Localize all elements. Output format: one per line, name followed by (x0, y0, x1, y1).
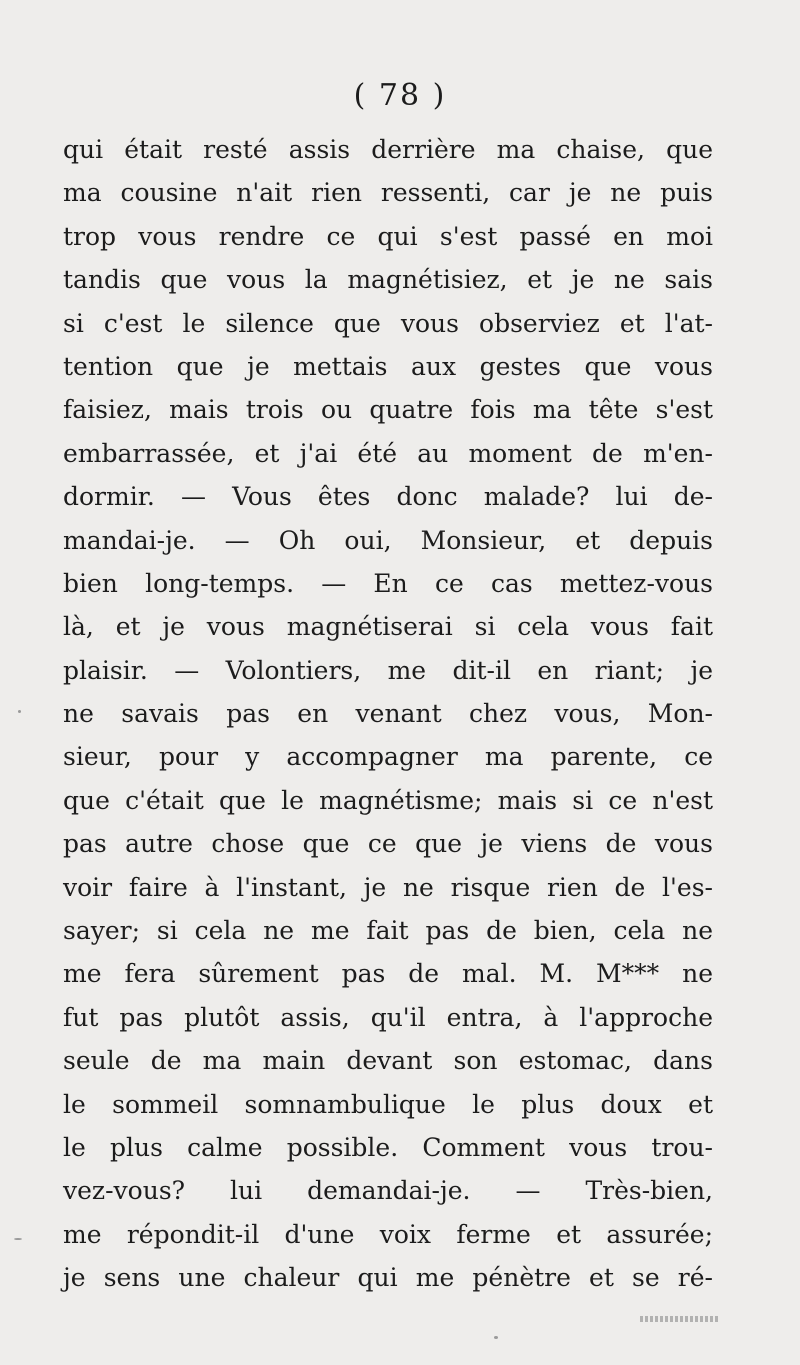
text-line: tention que je mettais aux gestes que vous (63, 351, 713, 381)
text-line: plaisir. — Volontiers, me dit-il en riant; je (63, 655, 713, 685)
text-line: seule de ma main devant son estomac, dans (63, 1046, 713, 1076)
text-line: ne savais pas en venant chez vous, Mon- (63, 699, 713, 729)
page-number: ( 78 ) (353, 78, 447, 113)
text-line: trop vous rendre ce qui s'est passé en moi (63, 221, 713, 251)
text-line: fut pas plutôt assis, qu'il entra, à l'approche (63, 1002, 713, 1032)
paper-mark (640, 1316, 720, 1322)
text-line: que c'était que le magnétisme; mais si ce n'est (63, 785, 713, 815)
text-line: pas autre chose que ce que je viens de vous (63, 829, 713, 859)
text-line: le sommeil somnambulique le plus doux et (63, 1089, 713, 1119)
paper-speck (14, 1238, 22, 1240)
text-line: sieur, pour y accompagner ma parente, ce (63, 742, 713, 772)
body-text (63, 128, 713, 1300)
text-line: me fera sûrement pas de mal. M. M*** ne (63, 959, 713, 989)
text-line: là, et je vous magnétiserai si cela vous fait (63, 612, 713, 642)
text-line: tandis que vous la magnétisiez, et je ne sais (63, 265, 713, 295)
text-line: mandai-je. — Oh oui, Monsieur, et depuis (63, 525, 713, 555)
text-line: le plus calme possible. Comment vous trou- (63, 1132, 713, 1162)
text-line: vez-vous? lui demandai-je. — Très-bien, (63, 1176, 713, 1206)
text-line: bien long-temps. — En ce cas mettez-vous (63, 568, 713, 598)
text-line: ma cousine n'ait rien ressenti, car je ne puis (63, 178, 713, 208)
text-line: me répondit-il d'une voix ferme et assurée; (63, 1219, 713, 1249)
text-line: faisiez, mais trois ou quatre fois ma tête s'est (63, 395, 713, 425)
paper-speck (494, 1336, 498, 1339)
text-line: qui était resté assis derrière ma chaise, que (63, 135, 713, 164)
paper-speck (18, 710, 21, 713)
text-line: dormir. — Vous êtes donc malade? lui de- (63, 482, 713, 512)
text-line: sayer; si cela ne me fait pas de bien, cela ne (63, 916, 713, 946)
text-line: embarrassée, et j'ai été au moment de m'en- (63, 438, 713, 468)
text-line: si c'est le silence que vous observiez et l'at- (63, 308, 713, 338)
text-line: je sens une chaleur qui me pénètre et se ré- (63, 1263, 713, 1293)
text-line: voir faire à l'instant, je ne risque rien de l'es- (63, 872, 713, 902)
